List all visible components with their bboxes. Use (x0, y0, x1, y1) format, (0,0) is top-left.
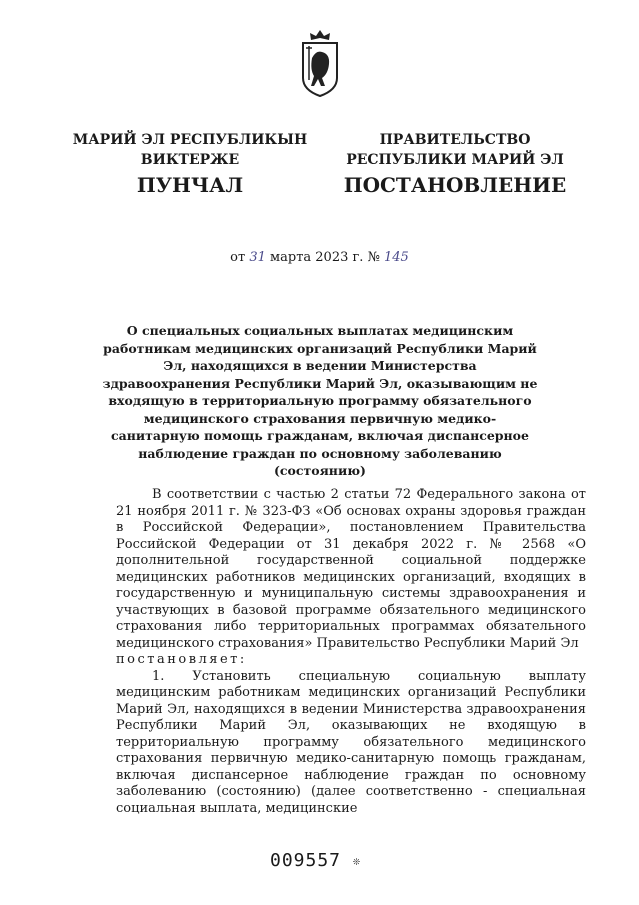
serial-mark-icon: ❊ (352, 854, 362, 868)
heading-mari-doc-type: ПУНЧАЛ (136, 173, 244, 197)
serial-number: 009557 (270, 850, 342, 871)
date-month-year: марта 2023 г. № (270, 250, 380, 265)
heading-mari-column (60, 130, 320, 198)
body-paragraph-1: В соответствии с частью 2 статьи 72 Федерального закона от 21 ноября 2011 г. № 323-ФЗ «Об основах охраны здоровья граждан в Российской Федерации», постановлением Правительства Российской Федерации от 31 декабря 2022 г. № 2568 «О дополнительной государственной социальной поддержке медицинских работников медицинских организаций, входящих в государственную и муниципальную системы здравоохранения и участвующих в базовой программе обязательного медицинского страхования либо территориальных программах обязательного медицинского страхования» Правительство Республики Марий Эл (116, 487, 586, 651)
date-day: 31 (249, 250, 266, 265)
heading-russian-line1: ПРАВИТЕЛЬСТВО (379, 132, 531, 148)
date-number-line (0, 250, 639, 265)
heading-russian-column (330, 130, 580, 198)
date-prefix: от (230, 250, 246, 265)
document-number: 145 (384, 250, 409, 265)
heading-russian-doc-type: ПОСТАНОВЛЕНИЕ (343, 173, 567, 197)
coat-of-arms-icon (300, 28, 340, 98)
serial-number-stamp (270, 850, 361, 871)
heading-mari-line2: ВИКТЕРЖЕ (140, 152, 240, 168)
coat-of-arms-emblem (300, 28, 340, 98)
body-paragraph-2: 1. Установить специальную социальную выплату медицинским работникам медицинских организаций Республики Марий Эл, находящихся в ведении Министерства здравоохранения Республики Марий Эл, оказывающих не входящую в территориальную программу обязательного медицинского страхования первичную медико-санитарную помощь гражданам, включая диспансерное наблюдение граждан по основному заболеванию (состоянию) (далее соответственно - специальная социальная выплата, медицинские (116, 668, 586, 816)
document-body (116, 487, 586, 817)
heading-russian-line2: РЕСПУБЛИКИ МАРИЙ ЭЛ (346, 152, 564, 168)
decree-word: постановляет: (116, 652, 247, 667)
document-title: О специальных социальных выплатах медицинским работникам медицинских организаций Республики Марий Эл, находящихся в ведении Министерства здравоохранения Республики Марий Эл, оказывающим не входящую в территориальную программу обязательного медицинского страхования первичную медико-санитарную помощь гражданам, включая диспансерное наблюдение граждан по основному заболеванию (состоянию) (102, 323, 538, 478)
heading-mari-line1: МАРИЙ ЭЛ РЕСПУБЛИКЫН (72, 132, 308, 148)
